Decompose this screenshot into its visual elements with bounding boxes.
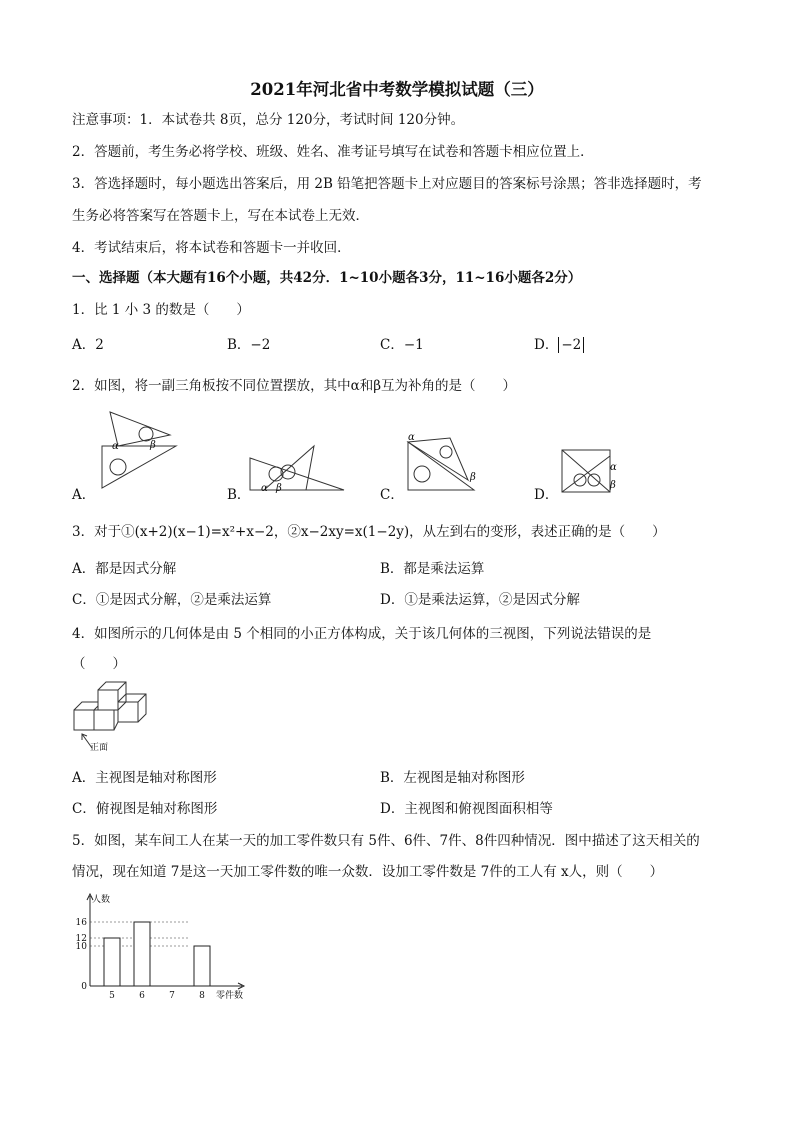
q2-option-d[interactable]: D． bbox=[534, 487, 559, 503]
q2a-alpha: α bbox=[112, 441, 119, 452]
y-tick-label: 16 bbox=[75, 918, 87, 928]
q4-option-a[interactable]: A．主视图是轴对称图形 bbox=[72, 770, 217, 786]
x-tick-label: 5 bbox=[109, 991, 115, 1001]
x-tick-label: 7 bbox=[169, 991, 175, 1001]
note-3b: 生务必将答案写在答题卡上，写在本试卷上无效． bbox=[72, 208, 369, 224]
q5-stem-2: 情况，现在知道 7是这一天加工零件数的唯一众数．设加工零件数是 7件的工人有 x人，则（ ） bbox=[72, 864, 664, 880]
q3-option-a[interactable]: A．都是因式分解 bbox=[72, 561, 177, 577]
q1-stem: 1．比 1 小 3 的数是（ ） bbox=[72, 302, 250, 318]
q4-option-c[interactable]: C．俯视图是轴对称图形 bbox=[72, 801, 218, 817]
q5-bar-chart bbox=[66, 890, 266, 1002]
q2-stem: 2．如图，将一副三角板按不同位置摆放，其中α和β互为补角的是（ ） bbox=[72, 378, 517, 394]
bar bbox=[104, 938, 120, 986]
q1-option-b[interactable]: B．−2 bbox=[227, 337, 271, 353]
q2-figure-c bbox=[402, 432, 482, 496]
q2b-alpha: α bbox=[261, 483, 268, 494]
y-axis-label: 人数 bbox=[92, 895, 111, 905]
q2d-beta: β bbox=[610, 480, 616, 491]
y-tick-label: 0 bbox=[81, 982, 87, 992]
q3-option-b[interactable]: B．都是乘法运算 bbox=[380, 561, 485, 577]
y-tick-label: 10 bbox=[75, 942, 87, 952]
note-3a: 3．答选择题时，每小题选出答案后，用 2B 铅笔把答题卡上对应题目的答案标号涂黑；答非选择题时，考 bbox=[72, 176, 702, 192]
x-axis-label: 零件数 bbox=[216, 991, 244, 1001]
note-2: 2．答题前，考生务必将学校、班级、姓名、准考证号填写在试卷和答题卡相应位置上． bbox=[72, 144, 594, 160]
q2-option-c[interactable]: C． bbox=[380, 487, 404, 503]
q2b-beta: β bbox=[276, 483, 282, 494]
q1-option-d-label: D． bbox=[534, 337, 559, 353]
q4-stem: 4．如图所示的几何体是由 5 个相同的小正方体构成，关于该几何体的三视图，下列说法错误的是 bbox=[72, 626, 652, 642]
note-4: 4．考试结束后，将本试卷和答题卡一并收回． bbox=[72, 240, 351, 256]
q3-option-d[interactable]: D．①是乘法运算，②是因式分解 bbox=[380, 592, 580, 608]
q2c-beta: β bbox=[470, 472, 476, 483]
q2-option-a[interactable]: A． bbox=[72, 487, 96, 503]
q2d-alpha: α bbox=[610, 462, 617, 473]
q4-stem-paren: （ ） bbox=[72, 656, 126, 672]
q1-option-d-value: −2 bbox=[561, 337, 582, 353]
q2c-alpha: α bbox=[408, 432, 415, 443]
q4-cube-figure bbox=[72, 678, 162, 752]
note-1: 注意事项：1．本试卷共 8页，总分 120分，考试时间 120分钟。 bbox=[72, 112, 465, 128]
q2a-beta: β bbox=[150, 440, 156, 451]
x-tick-label: 8 bbox=[199, 991, 205, 1001]
q1-option-d-abs bbox=[558, 337, 584, 353]
q1-option-d[interactable] bbox=[534, 333, 584, 353]
q3-stem: 3．对于①(x+2)(x−1)=x²+x−2，②x−2xy=x(1−2y)，从左到右的变形，表述正确的是（ ） bbox=[72, 524, 666, 540]
y-tick-label: 12 bbox=[75, 934, 87, 944]
q2-figure-b bbox=[248, 434, 348, 494]
bar bbox=[134, 922, 150, 986]
q2-option-b[interactable]: B． bbox=[227, 487, 251, 503]
q5-stem-1: 5．如图，某车间工人在某一天的加工零件数只有 5件、6件、7件、8件四种情况．图中描述了这天相关的 bbox=[72, 833, 700, 849]
section-heading: 一、选择题（本大题有16个小题，共42分．1~10小题各3分，11~16小题各2分） bbox=[72, 270, 582, 286]
bar bbox=[194, 946, 210, 986]
q3-option-c[interactable]: C．①是因式分解，②是乘法运算 bbox=[72, 592, 272, 608]
q4-front-label: 正面 bbox=[90, 743, 109, 753]
q4-option-b[interactable]: B．左视图是轴对称图形 bbox=[380, 770, 525, 786]
q1-option-a[interactable]: A．2 bbox=[72, 337, 104, 353]
q1-option-c[interactable]: C．−1 bbox=[380, 337, 424, 353]
x-tick-label: 6 bbox=[139, 991, 145, 1001]
q2-figure-a bbox=[98, 410, 178, 492]
q2-figure-d bbox=[558, 446, 628, 494]
page-title: 2021年河北省中考数学模拟试题（三） bbox=[250, 80, 544, 99]
q4-option-d[interactable]: D．主视图和俯视图面积相等 bbox=[380, 801, 553, 817]
